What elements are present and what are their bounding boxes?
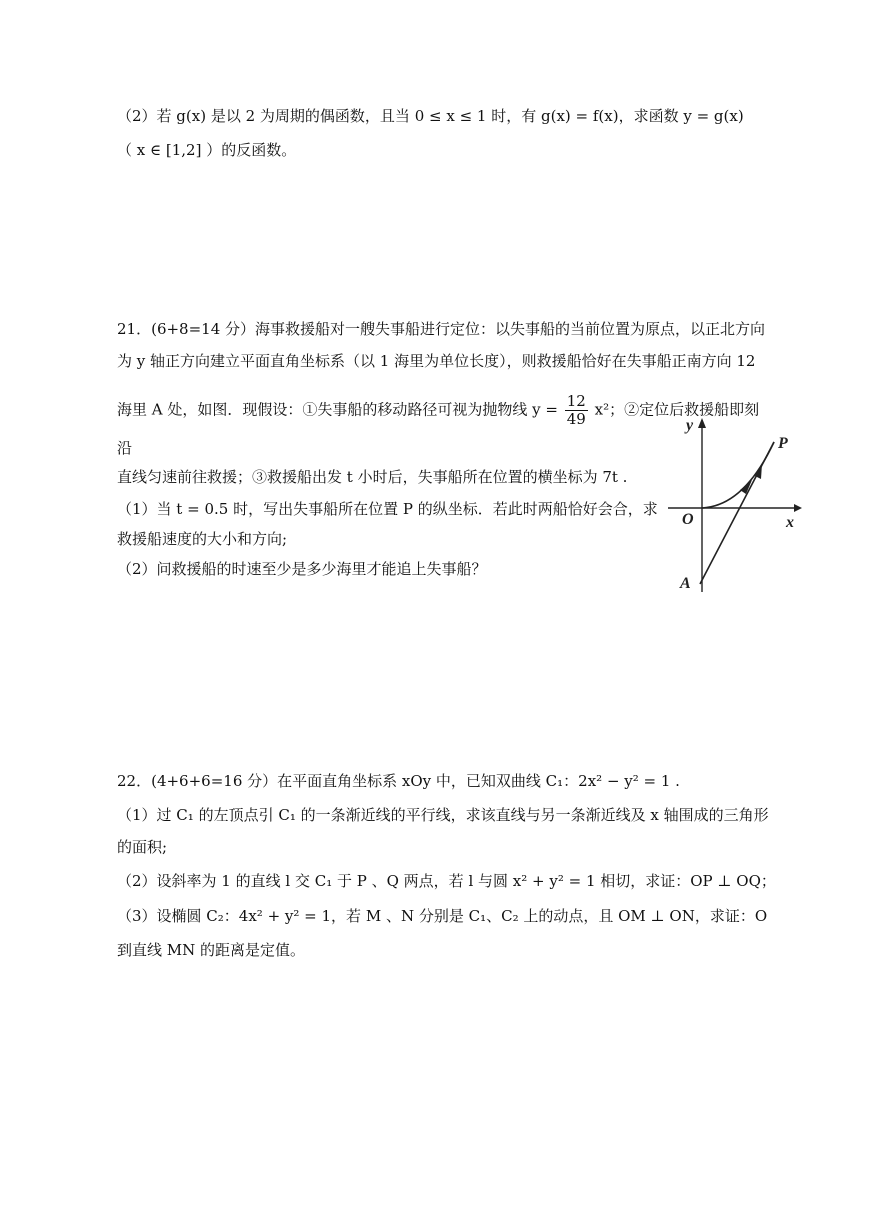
coordinate-figure: [664, 412, 804, 597]
q21-line8: （2）问救援船的时速至少是多少海里才能追上失事船？: [117, 560, 487, 578]
label-o: O: [682, 511, 694, 528]
q21-line1: 21．(6+8=14 分）海事救援船对一艘失事船进行定位：以失事船的当前位置为原点，以正北方向: [117, 320, 766, 338]
q20-part2-line1: （2）若 g(x) 是以 2 为周期的偶函数，且当 0 ≤ x ≤ 1 时，有 g(x) = f(x)，求函数 y = g(x): [117, 107, 744, 125]
q22-line3: 的面积;: [117, 838, 168, 856]
fraction-denominator: 49: [566, 410, 586, 428]
fraction-12-49: [565, 393, 588, 428]
fraction-numerator: 12: [566, 392, 586, 410]
q21-line2: 为 y 轴正方向建立平面直角坐标系（以 1 海里为单位长度），则救援船恰好在失事船正南方向 12: [117, 352, 756, 370]
q21-line7: 救援船速度的大小和方向;: [117, 530, 288, 548]
label-a: A: [680, 575, 691, 592]
label-p: P: [778, 435, 788, 452]
q21-line3-start: 海里 A 处，如图．现假设：①失事船的移动路径可视为抛物线 y =: [117, 400, 558, 419]
q21-line4: 沿: [117, 439, 133, 457]
q22-line1: 22．(4+6+6=16 分）在平面直角坐标系 xOy 中，已知双曲线 C₁：2x² − y² = 1 .: [117, 772, 680, 790]
q22-line2: （1）过 C₁ 的左顶点引 C₁ 的一条渐近线的平行线，求该直线与另一条渐近线及 x 轴围成的三角形: [117, 806, 769, 824]
label-x: x: [786, 514, 794, 531]
q21-line6: （1）当 t = 0.5 时，写出失事船所在位置 P 的纵坐标．若此时两船恰好会合，求: [117, 500, 658, 518]
q21-line3: [117, 393, 759, 428]
q21-line3-end: x²；②定位后救援船即刻: [594, 400, 760, 419]
q22-line4: （2）设斜率为 1 的直线 l 交 C₁ 于 P 、Q 两点，若 l 与圆 x² + y² = 1 相切，求证：OP ⊥ OQ；: [117, 872, 776, 890]
label-y: y: [686, 417, 694, 434]
q22-line5: （3）设椭圆 C₂：4x² + y² = 1，若 M 、N 分别是 C₁、C₂ 上的动点，且 OM ⊥ ON，求证：O: [117, 907, 768, 925]
q21-line5: 直线匀速前往救援；③救援船出发 t 小时后，失事船所在位置的横坐标为 7t .: [117, 468, 628, 486]
y-axis-arrow-icon: [698, 418, 706, 428]
parabola-curve: [702, 442, 774, 508]
x-axis-arrow-icon: [794, 504, 802, 512]
q22-line6: 到直线 MN 的距离是定值。: [117, 941, 306, 959]
rescue-line: [700, 442, 774, 584]
q20-part2-line2: （ x ∈ [1,2] ）的反函数。: [117, 141, 297, 159]
